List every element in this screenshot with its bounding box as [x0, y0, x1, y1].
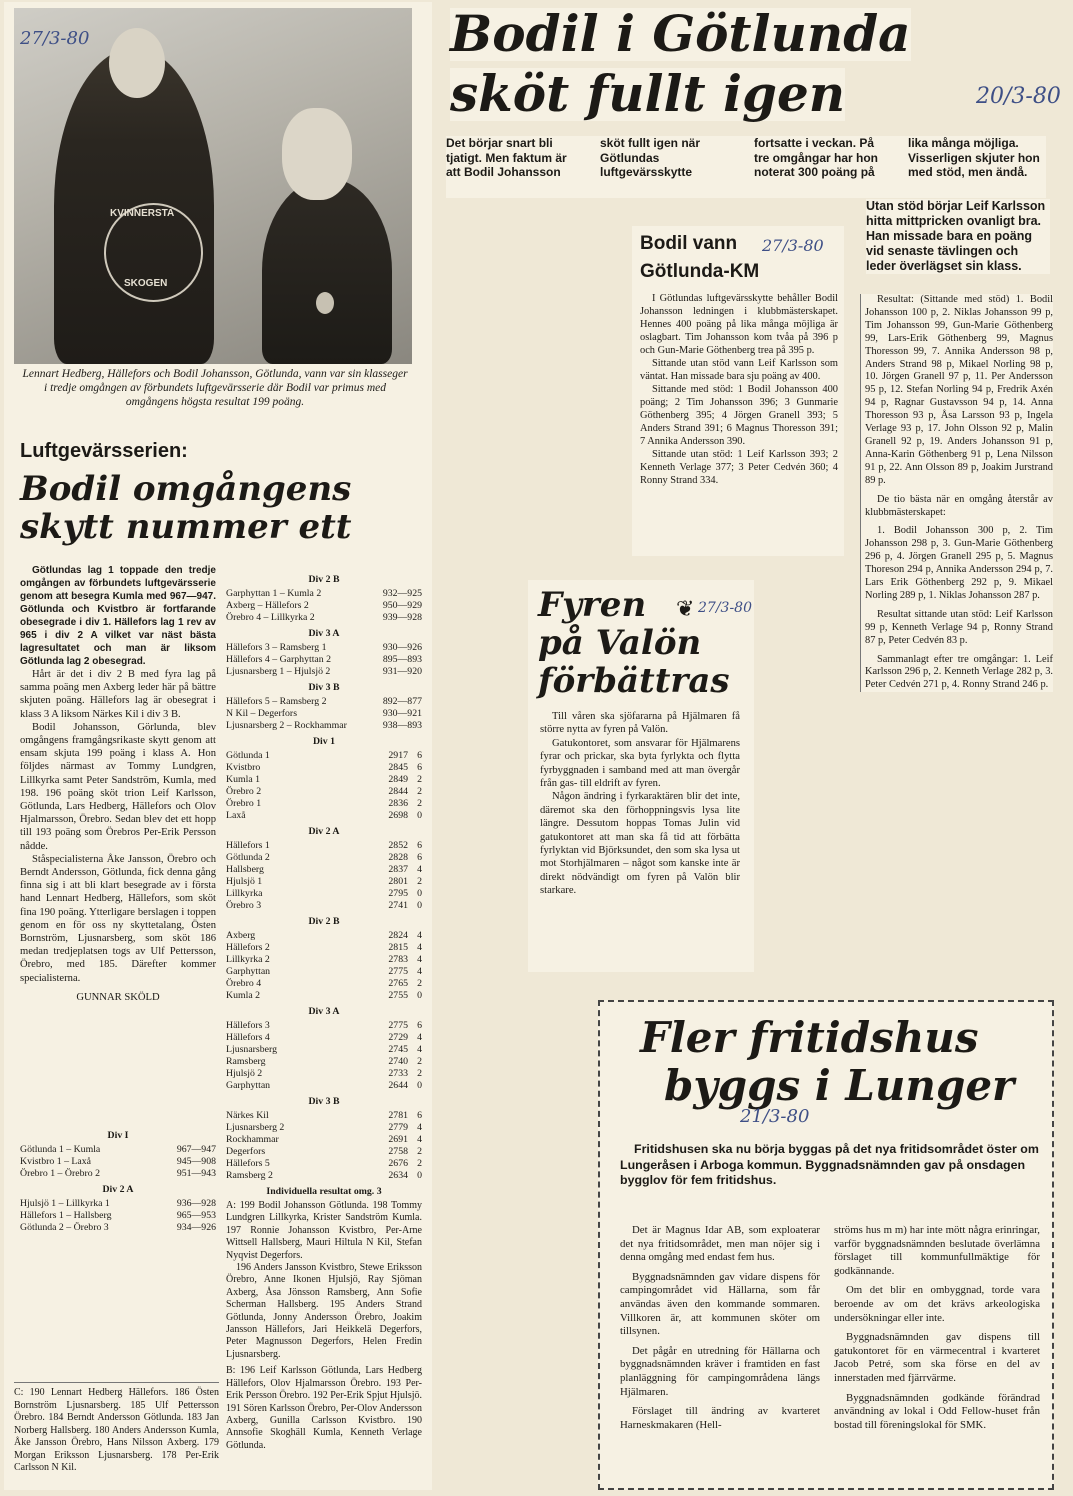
table-row: [226, 600, 422, 612]
table-points: 6: [417, 750, 422, 761]
points-total: 2775: [388, 966, 408, 977]
paragraph: Bodil Johansson, Görlunda, blev omgångens framgångsrikaste skytt genom att ensam skjuta 199 poäng i klass A. Hon följdes närmast av Tommy Lundgren, Lillkyrka samt Peter Sandström, Kumla, med 198. 196 poäng sköt trion Leif Karlsson, Götlunda, Lars Hedberg, Hällefors och Olov Hjalmarsson, Örebro. Sedan blev det ett hopp till 193 poäng som Örebros Per-Erik Persson nådde.: [20, 721, 216, 852]
table-head: Div 2 B: [308, 574, 340, 585]
table-row: [226, 1080, 422, 1092]
team: Ljusnarsberg 2 – Rockhammar: [226, 720, 347, 731]
team: Kvistbro 1 – Laxå: [20, 1156, 92, 1167]
clipping-fyren: [528, 580, 754, 972]
table-points: 0: [417, 1080, 422, 1091]
team: Hallsberg: [226, 864, 264, 875]
person-bodil: [262, 178, 392, 364]
byline: GUNNAR SKÖLD: [76, 991, 160, 1003]
points-total: 2815: [388, 942, 408, 953]
table-points: 0: [417, 1170, 422, 1181]
points-total: 2741: [388, 900, 408, 911]
table-points: 4: [417, 966, 422, 977]
score: 892—877: [382, 696, 422, 707]
points-total: 2783: [388, 954, 408, 965]
points-total: 2729: [388, 1032, 408, 1043]
team: Kumla 2: [226, 990, 261, 1001]
team: Hjulsjö 1 – Lillkyrka 1: [20, 1198, 110, 1209]
table-points: 2: [417, 774, 422, 785]
table-row: [226, 930, 422, 942]
points-total: 2779: [388, 1122, 408, 1133]
paragraph: Någon ändring i fyrkaraktären blir det inte, däremot ska den förhoppningsvis lysa lite längre. Dessutom hoppas Tomas Julin vid gatukontoret att man ska få tid att förbätta fyrlyktan vid Björksundet, den som ska lysa ut mot Storhjälmaren – något som kanske inte är direkt nödvändigt om fyren på Valön blir starkare.: [540, 791, 740, 897]
lead: Fritidshusen ska nu börja byggas på det nya fritidsområdet öster om Lungeråsen i Arboga kommun. Byggnadsnämnden gav på onsdagen bygglov för fem fritidshus.: [620, 1142, 1039, 1187]
table-points: 6: [417, 1110, 422, 1121]
points-total: 2698: [388, 810, 408, 821]
date-handwritten: 27/3-80: [698, 600, 752, 616]
table-row: [226, 1068, 422, 1080]
headline-line-2: byggs i Lunger: [664, 1061, 1015, 1110]
score: 930—921: [382, 708, 422, 719]
table-row: [20, 1198, 216, 1210]
score: 895—893: [382, 654, 422, 665]
table-row: [226, 588, 422, 600]
paragraph: Förslaget till ändring av kvarteret Harneskmakaren (Hell-: [620, 1405, 820, 1431]
table-row: [226, 876, 422, 888]
table-head: Div I: [107, 1130, 129, 1141]
table-row: [20, 1144, 216, 1156]
standings-table: [226, 736, 422, 1182]
table-row: [20, 1168, 216, 1180]
table-points: 2: [417, 786, 422, 797]
points-total: 2755: [388, 990, 408, 1001]
paragraph: ströms hus m m) har inte mött några erinringar, varför byggnadsnämnden beslutade överlämna förslaget till kommunfullmäktige för godkännande.: [834, 1224, 1040, 1277]
table-points: 4: [417, 942, 422, 953]
column-1: [620, 1224, 820, 1432]
team: Hällefors 4: [226, 1032, 270, 1043]
team: Hällefors 5: [226, 1158, 270, 1169]
table-row: [226, 798, 422, 810]
paragraph: Till våren ska sjöfararna på Hjälmaren få större nytta av fyren på Valön.: [540, 711, 740, 736]
table-row: [226, 990, 422, 1002]
table-points: 4: [417, 864, 422, 875]
table-row: [226, 978, 422, 990]
table-row: [226, 1044, 422, 1056]
paragraph: Byggnadsnämnden gav vidare dispens för campingområdet vid Hällarna, som får användas även den kommande sommaren. Villkoren är, att kommunen sköter om tillsynen.: [620, 1270, 820, 1338]
table-head: Div 1: [312, 736, 336, 747]
team: Degerfors: [226, 1146, 266, 1157]
date-handwritten: 21/3-80: [740, 1106, 810, 1127]
photo-caption: Lennart Hedberg, Hällefors och Bodil Johansson, Götlunda, vann var sin klasseger i tredje omgången av förbundets luftgevärsserie där Bodil var primus med omgångens högsta resultat 199 poäng.: [22, 368, 408, 408]
points-total: 2837: [388, 864, 408, 875]
paragraph: Ståspecialisterna Åke Jansson, Örebro och Berndt Andersson, Götlunda, fick denna gång finna sig i att bli klart besegrade av i första hand Lennart Hedberg, Hällefors, som sköt fina 190 poäng. Ytterligare berslagen i toppen genom en för oss ny skyttetalang, Östen Bornström, Ljusnarsberg, som sköt 186 medan tredjeplatsen togs av Ulf Pettersson, Örebro, med 185. Därefter kommer specialisterna.: [20, 853, 216, 984]
team: Lillkyrka 2: [226, 954, 270, 965]
headline-line-1: Fler fritidshus: [640, 1013, 979, 1062]
paragraph: Byggnadsnämnden gav dispens till gatukontoret för en värmecentral i kvarteret Jacob Petré, som ska förse en del av innerstaden med fjärrvärme.: [834, 1331, 1040, 1384]
table-points: 0: [417, 990, 422, 1001]
table-row: [20, 1210, 216, 1222]
paragraph: Det är Magnus Idar AB, som exploaterar det nya fritidsområdet, men man nöjer sig i denna omgång med endast fem hus.: [620, 1224, 820, 1264]
kicker: Luftgevärsserien:: [20, 440, 188, 462]
team: Örebro 4 – Lillkyrka 2: [226, 612, 315, 623]
lead: Det börjar snart bli tjatigt. Men faktum är att Bodil Johansson sköt fullt igen när Götlundas luftgevärsskytte fortsatte i veckan. På tre omgångar har hon noterat 300 poäng på lika många möjliga. Visserligen skjuter hon med stöd, men ändå.: [446, 136, 1046, 198]
team: Kvistbro: [226, 762, 261, 773]
indiv-head: Individuella resultat omg. 3: [266, 1186, 382, 1197]
team: Örebro 1 – Örebro 2: [20, 1168, 100, 1179]
headline-line-2: Götlunda-KM: [640, 261, 760, 282]
table-points: 2: [417, 876, 422, 887]
table-points: 4: [417, 930, 422, 941]
table-row: [226, 1146, 422, 1158]
team: Axberg – Hällefors 2: [226, 600, 309, 611]
table-row: [226, 750, 422, 762]
match-table-left: [20, 1126, 216, 1234]
table-points: 6: [417, 852, 422, 863]
points-total: 2644: [388, 1080, 408, 1091]
points-total: 2781: [388, 1110, 408, 1121]
team: Hällefors 5 – Ramsberg 2: [226, 696, 327, 707]
points-total: 2844: [388, 786, 408, 797]
date-handwritten: 27/3-80: [762, 236, 824, 255]
headline-line-2: skytt nummer ett: [20, 507, 352, 547]
table-head: Div 2 A: [102, 1184, 134, 1195]
points-total: 2845: [388, 762, 408, 773]
table-points: 4: [417, 1044, 422, 1055]
score: 939—928: [382, 612, 422, 623]
team: Kumla 1: [226, 774, 261, 785]
table-row: [226, 1122, 422, 1134]
table-points: 2: [417, 798, 422, 809]
team: Ljusnarsberg 1 – Hjulsjö 2: [226, 666, 331, 677]
table-points: 0: [417, 888, 422, 899]
team: Ljusnarsberg 2: [226, 1122, 285, 1133]
table-row: [226, 810, 422, 822]
table-row: [226, 966, 422, 978]
team: Götlunda 1: [226, 750, 270, 761]
paragraph: Gatukontoret, som ansvarar för Hjälmarens fyrar och prickar, ska byta fyrlykta och flytta fyrbyggnaden i samband med att man övergår från gas- till eldrift av fyren.: [540, 737, 740, 790]
table-row: [226, 762, 422, 774]
paragraph: Det pågår en utredning för Hällarna och byggnadsnämnden kräver i framtiden en fast planläggning för campingområdena längs Hjälmaren.: [620, 1344, 820, 1398]
table-row: [226, 720, 422, 732]
team: Götlunda 1 – Kumla: [20, 1144, 101, 1155]
table-head: Div 2 A: [308, 826, 340, 837]
shirt-text: KVINNERSTA: [110, 208, 175, 219]
table-points: 2: [417, 1056, 422, 1067]
table-points: 2: [417, 978, 422, 989]
shirt-text-2: SKOGEN: [124, 278, 168, 289]
headline-line-1: Bodil i Götlunda: [450, 4, 911, 63]
points-total: 2634: [388, 1170, 408, 1181]
team: Hällefors 3: [226, 1020, 270, 1031]
table-row: [226, 1110, 422, 1122]
date-handwritten: 20/3-80: [976, 84, 1061, 109]
indiv-a2: 196 Anders Jansson Kvistbro, Stewe Eriksson Örebro, Anne Ikonen Hjulsjö, Ray Sjöman Axberg, Åsa Jönsson Ramsberg, Ann Sofie Scherman Hallsberg. 195 Anders Strand Götlunda, Jonny Andersson Örebro, Joakim Jansson Hällefors, Jari Heikkelä Degerfors, Peter Magnusson Degerfors, Helen Fredin Ljusnarsberg.: [226, 1262, 422, 1360]
indiv-b: B: 196 Leif Karlsson Götlunda, Lars Hedberg Hällefors, Olov Hjalmarsson Örebro. 193 Per-Erik Persson Örebro. 192 Per-Erik Spjut Hjulsjö. 191 Sören Karlsson Örebro, Per-Olov Andersson Axberg, Gunilla Carlsson Kvistbro. 190 Annsofie Skoghäll Kumla, Kenneth Verlage Götlunda.: [226, 1365, 422, 1451]
indiv-a: A: 199 Bodil Johansson Götlunda. 198 Tommy Lundgren Lillkyrka, Krister Sandström Kumla. 197 Ronnie Johansson Kvistbro, Per-Arne Wittsell Hallsberg, Mauri Hiltula N Kil, Stefan Nyqvist Degerfors.: [226, 1200, 422, 1261]
table-head: Div 3 B: [308, 1096, 340, 1107]
paragraph: Sittande utan stöd vann Leif Karlsson som väntat. Han missade bara sju poäng av 400.: [640, 358, 838, 382]
table-points: 6: [417, 762, 422, 773]
headline-line-2: på Valön: [538, 623, 702, 663]
team: Götlunda 2: [226, 852, 270, 863]
team: Ljusnarsberg: [226, 1044, 277, 1055]
points-total: 2775: [388, 1020, 408, 1031]
lead-2: Utan stöd börjar Leif Karlsson hitta mittpricken ovanligt bra. Han missade bara en poäng vid senaste tävlingen och leder överlägset sin klass.: [866, 199, 1050, 274]
paragraph: De tio bästa när en omgång återstår av klubbmästerskapet:: [865, 493, 1053, 518]
paragraph: Sammanlagt efter tre omgångar: 1. Leif Karlsson 296 p, 2. Kenneth Verlage 282 p, 3. Peter Cedvén 271 p, 4. Ronny Strand 246 p.: [865, 653, 1053, 691]
team: Ramsberg: [226, 1056, 266, 1067]
team: Garphyttan 1 – Kumla 2: [226, 588, 322, 599]
match-table-right: [226, 570, 422, 1452]
table-row: [226, 864, 422, 876]
paragraph: Resultat sittande utan stöd: Leif Karlsson 99 p, Kenneth Verlage 94 p, Ronny Strand 87 p, Peter Cedvén 83 p.: [865, 608, 1053, 646]
team: Örebro 1: [226, 798, 262, 809]
points-total: 2691: [388, 1134, 408, 1145]
paragraph: Sittande med stöd: 1 Bodil Johansson 400 poäng; 2 Tim Johansson 396; 3 Gunmarie Göthenberg 395; 4 Jörgen Granell 393; 5 Anders Strand 391; 6 Magnus Thoresson 391; 7 Annika Andersson 390.: [640, 384, 838, 447]
face-bodil: [282, 108, 352, 200]
team: Hjulsjö 2: [226, 1068, 263, 1079]
photo: [14, 8, 412, 364]
team: Lillkyrka: [226, 888, 263, 899]
lead-paragraph: Götlundas lag 1 toppade den tredje omgången av förbundets luftgevärsserie genom att besegra Kumla med 967—947. Götlunda och Kvistbro är fortfarande obesegrade i div 1. Hällefors lag 1 rev av 965 i div 2 A vilket var näst bästa lagresultatet och man är liksom Götlunda lag 2 obesegrad.: [20, 565, 216, 667]
table-points: 4: [417, 1134, 422, 1145]
team: Hällefors 1: [226, 840, 270, 851]
table-row: [226, 1170, 422, 1182]
table-row: [226, 1020, 422, 1032]
team: Örebro 3: [226, 900, 262, 911]
score: 950—929: [382, 600, 422, 611]
table-row: [226, 612, 422, 624]
score: 930—926: [382, 642, 422, 653]
points-total: 2758: [388, 1146, 408, 1157]
team: Rockhammar: [226, 1134, 279, 1145]
points-total: 2795: [388, 888, 408, 899]
team: Ramsberg 2: [226, 1170, 273, 1181]
table-row: [226, 708, 422, 720]
points-total: 2836: [388, 798, 408, 809]
table-row: [226, 840, 422, 852]
date-handwritten: 27/3-80: [20, 28, 90, 49]
team: Axberg: [226, 930, 256, 941]
score: 967—947: [176, 1144, 216, 1155]
points-total: 2824: [388, 930, 408, 941]
results: [860, 294, 1053, 692]
headline-line-1: Bodil omgångens: [20, 469, 352, 509]
clipping-bodil-vann: [632, 226, 844, 556]
points-total: 2852: [388, 840, 408, 851]
table-row: [20, 1222, 216, 1234]
table-row: [226, 888, 422, 900]
indiv-c: C: 190 Lennart Hedberg Hällefors. 186 Östen Bornström Ljusnarsberg. 185 Ulf Pettersson Örebro. 184 Berndt Andersson Götlunda. 183 Jan Norberg Hallsberg. 180 Anders Andersson Kumla, Åke Jansson Örebro, Hans Nilsson Axberg. 179 Morgan Eriksson Ljusnarsberg. 178 Per-Erik Carlsson N Kil.: [14, 1382, 219, 1475]
paragraph: 1. Bodil Johansson 300 p, 2. Tim Johansson 298 p, 3. Gun-Marie Göthenberg 296 p, 4. Jörgen Granell 295 p, 5. Magnus Thoreson 294 p, Annika Andersson 294 p, 7. Lars Erik Göthenberg 292 p, 9. Mikael Norling 289 p, 1. Niklas Johansson 287 p.: [865, 525, 1053, 601]
team: Götlunda 2 – Örebro 3: [20, 1222, 109, 1233]
team: Hällefors 4 – Garphyttan 2: [226, 654, 332, 665]
score: 934—926: [176, 1222, 216, 1233]
points-total: 2733: [388, 1068, 408, 1079]
team: N Kil – Degerfors: [226, 708, 298, 719]
team: Garphyttan: [226, 966, 271, 977]
table-points: 2: [417, 1158, 422, 1169]
paragraph: Om det blir en ombyggnad, torde vara beroende av om det krävs arkeologiska undersökningar eller inte.: [834, 1284, 1040, 1324]
column-2: [834, 1224, 1040, 1432]
headline-line-2: sköt fullt igen: [450, 64, 846, 123]
score: 932—925: [382, 588, 422, 599]
team: Örebro 4: [226, 978, 262, 989]
table-head: Div 3 A: [308, 628, 340, 639]
points-total: 2917: [388, 750, 408, 761]
paragraph: I Götlundas luftgevärsskytte behåller Bodil Johansson ledningen i klubbmästerskapet. Hennes 400 poäng på lika många möjliga är oslagbart. Tim Johansson kom tvåa på 396 p och Gun-Marie Göthenberg trea på 395 p.: [640, 293, 838, 356]
table-row: [226, 786, 422, 798]
table-row: [226, 666, 422, 678]
table-row: [226, 642, 422, 654]
team: Närkes Kil: [226, 1110, 269, 1121]
table-row: [226, 1056, 422, 1068]
headline-line-3: förbättras: [538, 661, 730, 701]
team: Laxå: [226, 810, 246, 821]
table-points: 6: [417, 1020, 422, 1031]
points-total: 2828: [388, 852, 408, 863]
table-head: Div 3 B: [308, 682, 340, 693]
table-row: [226, 1158, 422, 1170]
score: 951—943: [176, 1168, 216, 1179]
points-total: 2740: [388, 1056, 408, 1067]
headline-line-1: Fyren: [538, 585, 647, 625]
table-row: [226, 1134, 422, 1146]
table-row: [20, 1156, 216, 1168]
team: Hällefors 3 – Ramsberg 1: [226, 642, 327, 653]
table-points: 0: [417, 810, 422, 821]
face-lennart: [109, 28, 165, 98]
paragraph: Resultat: (Sittande med stöd) 1. Bodil Johansson 100 p, 2. Niklas Johansson 99 p, Tim Johansson 99, Gun-Marie Göthenberg 99, Lars-Erik Göthenberg 99, Magnus Thoresson 99, 7. Annika Andersson 98 p, Anders Strand 98 p, Mikael Norling 98 p, 10. Jörgen Granell 97 p, 11. Per Andersson 95 p, 12. Stefan Norling 94 p, Fredrik Axén 94 p, Ragnar Gustavsson 94 p, 14. Anna Thoresson 93 p, Åsa Larsson 93 p, Ingela Verlage 93 p, 17. John Olsson 92 p, Malin Granell 92 p, 19. Anders Johansson 91 p, Anna-Karin Göthenberg 91 p, Lena Nilsson 91 p, 22. Ann Olsson 89 p, Joakim Jurstrand 89 p.: [865, 294, 1053, 486]
team: Hällefors 1 – Hallsberg: [20, 1210, 112, 1221]
points-total: 2801: [388, 876, 408, 887]
paragraph: Hårt är det i div 2 B med fyra lag på samma poäng men Axberg leder här på bättre skjuten poäng. Hällefors lag är obesegrat i klass 3 A liksom Närkes Kil i div 3 B.: [20, 669, 216, 720]
score: 945—908: [176, 1156, 216, 1167]
clipping-bodil-omgangens: [4, 2, 432, 1490]
table-points: 0: [417, 900, 422, 911]
table-row: [226, 900, 422, 912]
table-points: 4: [417, 954, 422, 965]
team: Hjulsjö 1: [226, 876, 263, 887]
table-points: 6: [417, 840, 422, 851]
article-body: [20, 564, 216, 1004]
table-row: [226, 852, 422, 864]
score: 965—953: [176, 1210, 216, 1221]
points-total: 2765: [388, 978, 408, 989]
points-total: 2745: [388, 1044, 408, 1055]
table-head: Div 2 B: [308, 916, 340, 927]
table-points: 4: [417, 1032, 422, 1043]
table-points: 2: [417, 1146, 422, 1157]
paragraph: Byggnadsnämnden godkände förändrad användning av lokal i Odd Fellow-huset från bostad till föreningslokal för SMK.: [834, 1391, 1040, 1431]
points-total: 2849: [388, 774, 408, 785]
team: Örebro 2: [226, 786, 262, 797]
clipping-fler-fritidshus: [598, 1000, 1054, 1490]
article-body: [540, 710, 740, 898]
table-head: Div 3 A: [308, 1006, 340, 1017]
table-row: [226, 774, 422, 786]
score: 938—893: [382, 720, 422, 731]
table-row: [226, 1032, 422, 1044]
medal-icon: [316, 292, 334, 314]
table-row: [226, 942, 422, 954]
paragraph: Sittande utan stöd: 1 Leif Karlsson 393; 2 Kenneth Verlage 377; 3 Peter Cedvén 360; 4 Ronny Strand 334.: [640, 449, 838, 486]
table-points: 2: [417, 1068, 422, 1079]
team: Hällefors 2: [226, 942, 270, 953]
table-row: [226, 696, 422, 708]
team: Garphyttan: [226, 1080, 271, 1091]
article-body: [640, 292, 838, 487]
headline-line-1: Bodil vann: [640, 233, 738, 254]
score: 931—920: [382, 666, 422, 677]
points-total: 2676: [388, 1158, 408, 1169]
table-row: [226, 954, 422, 966]
score: 936—928: [176, 1198, 216, 1209]
tulip-icon: ❦: [676, 596, 695, 621]
table-points: 4: [417, 1122, 422, 1133]
table-row: [226, 654, 422, 666]
